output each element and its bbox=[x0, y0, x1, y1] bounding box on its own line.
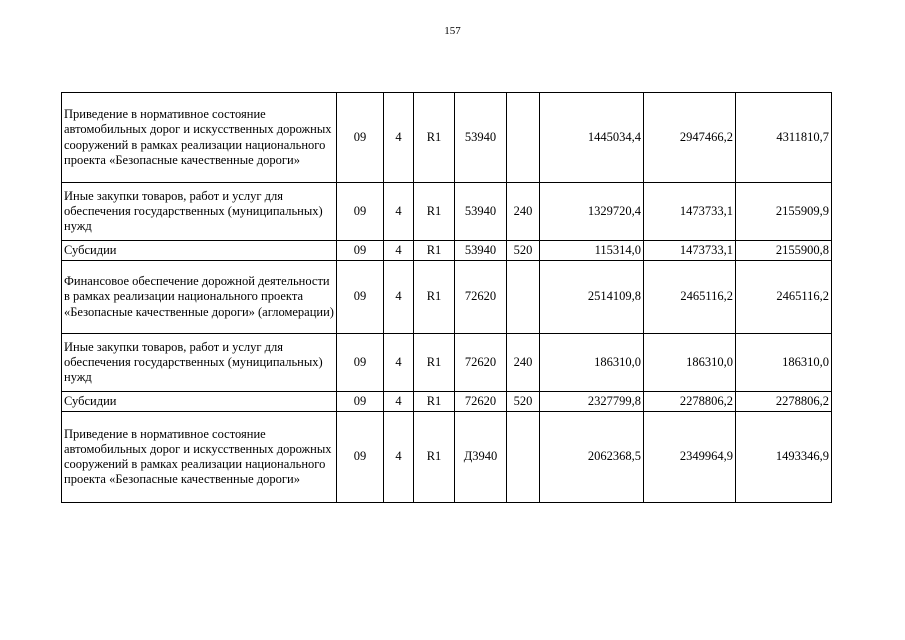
program-code: R1 bbox=[414, 183, 455, 241]
amount-2: 1473733,1 bbox=[644, 241, 736, 261]
table-row bbox=[62, 93, 832, 183]
table-row bbox=[62, 334, 832, 392]
budget-table bbox=[61, 92, 832, 503]
table-row bbox=[62, 261, 832, 334]
article-code: Д3940 bbox=[455, 412, 507, 503]
program-code: R1 bbox=[414, 412, 455, 503]
amount-2: 186310,0 bbox=[644, 334, 736, 392]
row-name: Иные закупки товаров, работ и услуг для обеспечения государственных (муниципальных) нужд bbox=[62, 334, 337, 392]
amount-1: 2327799,8 bbox=[540, 392, 644, 412]
section-code: 09 bbox=[337, 183, 384, 241]
section-code: 09 bbox=[337, 93, 384, 183]
subsection-code: 4 bbox=[384, 412, 414, 503]
section-code: 09 bbox=[337, 334, 384, 392]
amount-3: 4311810,7 bbox=[736, 93, 832, 183]
table-row bbox=[62, 241, 832, 261]
subsection-code: 4 bbox=[384, 261, 414, 334]
article-code: 53940 bbox=[455, 241, 507, 261]
row-name: Субсидии bbox=[62, 392, 337, 412]
amount-3: 2155909,9 bbox=[736, 183, 832, 241]
amount-3: 2465116,2 bbox=[736, 261, 832, 334]
amount-2: 2947466,2 bbox=[644, 93, 736, 183]
amount-3: 2278806,2 bbox=[736, 392, 832, 412]
amount-3: 2155900,8 bbox=[736, 241, 832, 261]
amount-1: 2062368,5 bbox=[540, 412, 644, 503]
program-code: R1 bbox=[414, 93, 455, 183]
expense-type-code bbox=[507, 93, 540, 183]
article-code: 53940 bbox=[455, 93, 507, 183]
section-code: 09 bbox=[337, 412, 384, 503]
amount-1: 1329720,4 bbox=[540, 183, 644, 241]
program-code: R1 bbox=[414, 392, 455, 412]
section-code: 09 bbox=[337, 392, 384, 412]
amount-3: 1493346,9 bbox=[736, 412, 832, 503]
article-code: 53940 bbox=[455, 183, 507, 241]
article-code: 72620 bbox=[455, 334, 507, 392]
row-name: Приведение в нормативное состояние автомобильных дорог и искусственных дорожных сооружений в рамках реализации национального проекта «Безопасные качественные дороги» bbox=[62, 412, 337, 503]
table-row bbox=[62, 392, 832, 412]
amount-1: 2514109,8 bbox=[540, 261, 644, 334]
article-code: 72620 bbox=[455, 392, 507, 412]
expense-type-code bbox=[507, 412, 540, 503]
article-code: 72620 bbox=[455, 261, 507, 334]
subsection-code: 4 bbox=[384, 334, 414, 392]
row-name: Иные закупки товаров, работ и услуг для обеспечения государственных (муниципальных) нужд bbox=[62, 183, 337, 241]
amount-2: 1473733,1 bbox=[644, 183, 736, 241]
section-code: 09 bbox=[337, 261, 384, 334]
amount-3: 186310,0 bbox=[736, 334, 832, 392]
expense-type-code: 520 bbox=[507, 241, 540, 261]
row-name: Субсидии bbox=[62, 241, 337, 261]
row-name: Финансовое обеспечение дорожной деятельности в рамках реализации национального проекта «Безопасные качественные дороги» (агломерации) bbox=[62, 261, 337, 334]
section-code: 09 bbox=[337, 241, 384, 261]
amount-1: 1445034,4 bbox=[540, 93, 644, 183]
row-name: Приведение в нормативное состояние автомобильных дорог и искусственных дорожных сооружений в рамках реализации национального проекта «Безопасные качественные дороги» bbox=[62, 93, 337, 183]
program-code: R1 bbox=[414, 241, 455, 261]
amount-2: 2465116,2 bbox=[644, 261, 736, 334]
subsection-code: 4 bbox=[384, 241, 414, 261]
page-number: 157 bbox=[444, 25, 461, 37]
subsection-code: 4 bbox=[384, 392, 414, 412]
amount-1: 186310,0 bbox=[540, 334, 644, 392]
expense-type-code: 240 bbox=[507, 334, 540, 392]
expense-type-code bbox=[507, 261, 540, 334]
table-row bbox=[62, 412, 832, 503]
expense-type-code: 240 bbox=[507, 183, 540, 241]
subsection-code: 4 bbox=[384, 93, 414, 183]
expense-type-code: 520 bbox=[507, 392, 540, 412]
amount-2: 2278806,2 bbox=[644, 392, 736, 412]
table-row bbox=[62, 183, 832, 241]
subsection-code: 4 bbox=[384, 183, 414, 241]
amount-1: 115314,0 bbox=[540, 241, 644, 261]
amount-2: 2349964,9 bbox=[644, 412, 736, 503]
program-code: R1 bbox=[414, 334, 455, 392]
program-code: R1 bbox=[414, 261, 455, 334]
